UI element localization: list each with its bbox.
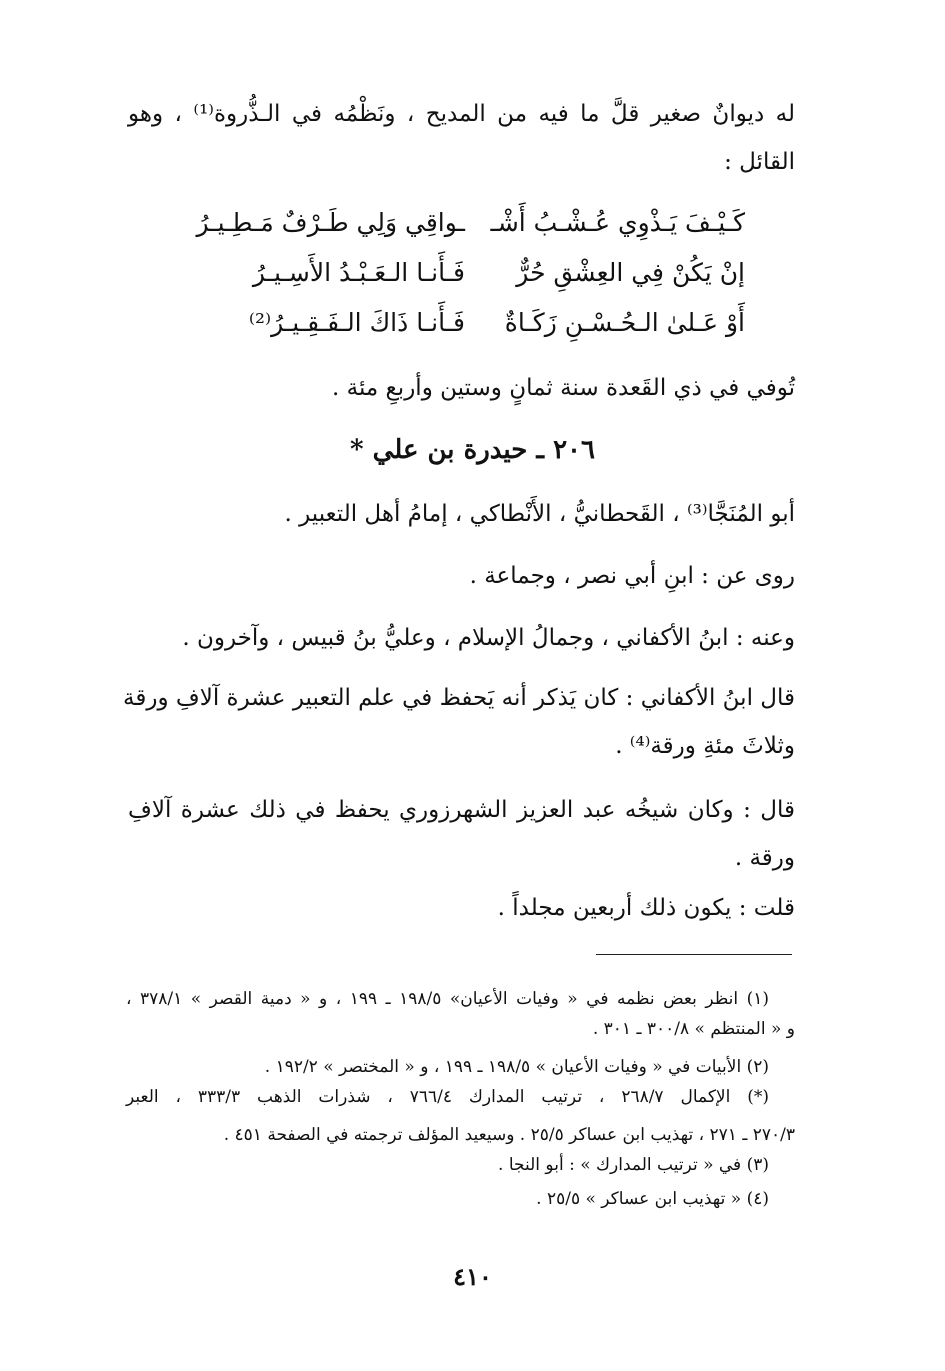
verse-3-second-hemistich: فَـأَنـا ذَاكَ الـفَـقِـيـرُ⁽²⁾: [248, 308, 465, 337]
page-number: ٤١٠: [453, 1262, 492, 1291]
quote-2-line-2: ورقة .: [734, 845, 795, 871]
death-date: تُوفي في ذي القَعدة سنة ثمانٍ وستين وأربعِ مئة .: [332, 375, 795, 401]
quote-1-line-2: وثلاثَ مئةِ ورقة⁽⁴⁾ .: [615, 733, 795, 759]
entry-bio: أبو المُنَجَّا⁽³⁾ ، القَحطانيُّ ، الأَنْطاكي ، إمامُ أهل التعبير .: [284, 501, 795, 527]
verse-3-first-hemistich: أَوْ عَـلىٰ الـحُـسْـنِ زَكَـاةٌ: [504, 308, 745, 337]
narrated-by: وعنه : ابنُ الأكفاني ، وجمالُ الإسلام ، وعليُّ بنُ قبيس ، وآخرون .: [182, 625, 795, 651]
quote-1-line-1: قال ابنُ الأكفاني : كان يَذكر أنه يَحفظ في علم التعبير عشرة آلافِ ورقة: [123, 685, 795, 711]
footnote-star-line-2: ٢٧٠/٣ ـ ٢٧١ ، تهذيب ابن عساكر ٢٥/٥ . وسيعيد المؤلف ترجمته في الصفحة ٤٥١ .: [223, 1125, 795, 1145]
verse-1-first-hemistich: كَـيْـفَ يَـذْوِي عُـشْـبُ أَشْـ: [490, 208, 745, 237]
verse-2-first-hemistich: إنْ يَكُنْ فِي العِشْقِ حُرٌّ: [516, 258, 745, 287]
footnote-1-line-2: و « المنتظم » ٣٠٠/٨ ـ ٣٠١ .: [592, 1019, 795, 1039]
footnote-2: (٢) الأبيات في « وفيات الأعيان » ١٩٨/٥ ـ ١٩٩ ، و « المختصر » ١٩٢/٢ .: [264, 1057, 769, 1077]
footnote-3: (٣) في « ترتيب المدارك » : أبو النجا .: [498, 1155, 769, 1175]
footnote-1-line-1: (١) انظر بعض نظمه في « وفيات الأعيان» ١٩٨/٥ ـ ١٩٩ ، و « دمية القصر » ٣٧٨/١ ،: [126, 989, 770, 1009]
narrated-from: روى عن : ابنِ أبي نصر ، وجماعة .: [469, 563, 795, 589]
footnote-4: (٤) « تهذيب ابن عساكر » ٢٥/٥ .: [536, 1189, 769, 1209]
author-note: قلت : يكون ذلك أربعين مجلداً .: [497, 895, 795, 921]
footnote-star-line-1: (*) الإكمال ٢٦٨/٧ ، ترتيب المدارك ٧٦٦/٤ ، شذرات الذهب ٣٣٣/٣ ، العبر: [126, 1087, 769, 1107]
verse-1-second-hemistich: ـواقِي وَلِي طَـرْفٌ مَـطِـيـرُ: [196, 208, 465, 237]
footnote-separator: [596, 954, 792, 955]
entry-heading: ٢٠٦ ـ حيدرة بن علي *: [350, 435, 595, 465]
quote-2-line-1: قال : وكان شيخُه عبد العزيز الشهرزوري يحفظ في ذلك عشرة آلافِ: [128, 797, 795, 823]
intro-line-1: له ديوانٌ صغير قلَّ ما فيه من المديح ، ونَظْمُه في الـذُّروة⁽¹⁾ ، وهو: [128, 101, 796, 127]
verse-2-second-hemistich: فَـأَنـا الـعَـبْـدُ الأَسِـيـرُ: [252, 258, 465, 287]
intro-line-2: القائل :: [724, 149, 795, 175]
